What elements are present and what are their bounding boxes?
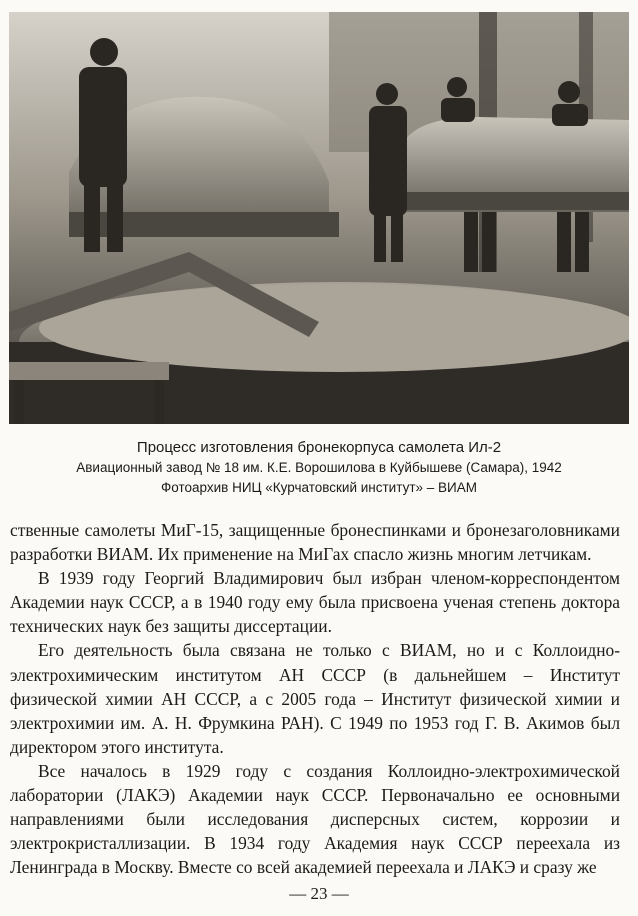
page-number: — 23 — [289,884,349,903]
caption-location: Авиационный завод № 18 им. К.Е. Ворошилова в Куйбышеве (Самара), 1942 [76,460,562,475]
caption-title: Процесс изготовления бронекорпуса самолета Ил-2 [136,439,502,456]
factory-photo-illustration [9,12,629,424]
factory-photo [9,12,629,424]
body-text [10,518,620,879]
paragraph-3: Его деятельность была связана не только с ВИАМ, но и с Коллоидно-электрохимическим институтом АН СССР (в дальнейшем – Институт физической химии АН СССР, а с 2005 года – Институт физической химии и электрохимии им. А. Н. Фрумкина РАН). С 1949 по 1953 год Г. В. Акимов был директором этого института. [10,640,620,757]
paragraph-1: ственные самолеты МиГ-15, защищенные бронеспинками и бронезаголовниками разработки ВИАМ. Их применение на МиГах спасло жизнь многим летчикам. [10,520,620,565]
paragraph-2: В 1939 году Георгий Владимирович был избран членом-корреспондентом Академии наук СССР, а в 1940 году ему была присвоена ученая степень доктора технических наук без защиты диссертации. [10,568,620,637]
paragraph-4: Все началось в 1929 году с создания Коллоидно-электрохимической лаборатории (ЛАКЭ) Академии наук СССР. Первоначально ее основными направлениями были исследования дисперсных систем, коррозии и электрокристаллизации. В 1934 году Академия наук СССР переехала из Ленинграда в Москву. Вместе со всей академией переехала и ЛАКЭ и сразу же [10,760,620,878]
photo-caption [0,438,638,498]
caption-source: Фотоархив НИЦ «Курчатовский институт» – ВИАМ [161,480,477,495]
